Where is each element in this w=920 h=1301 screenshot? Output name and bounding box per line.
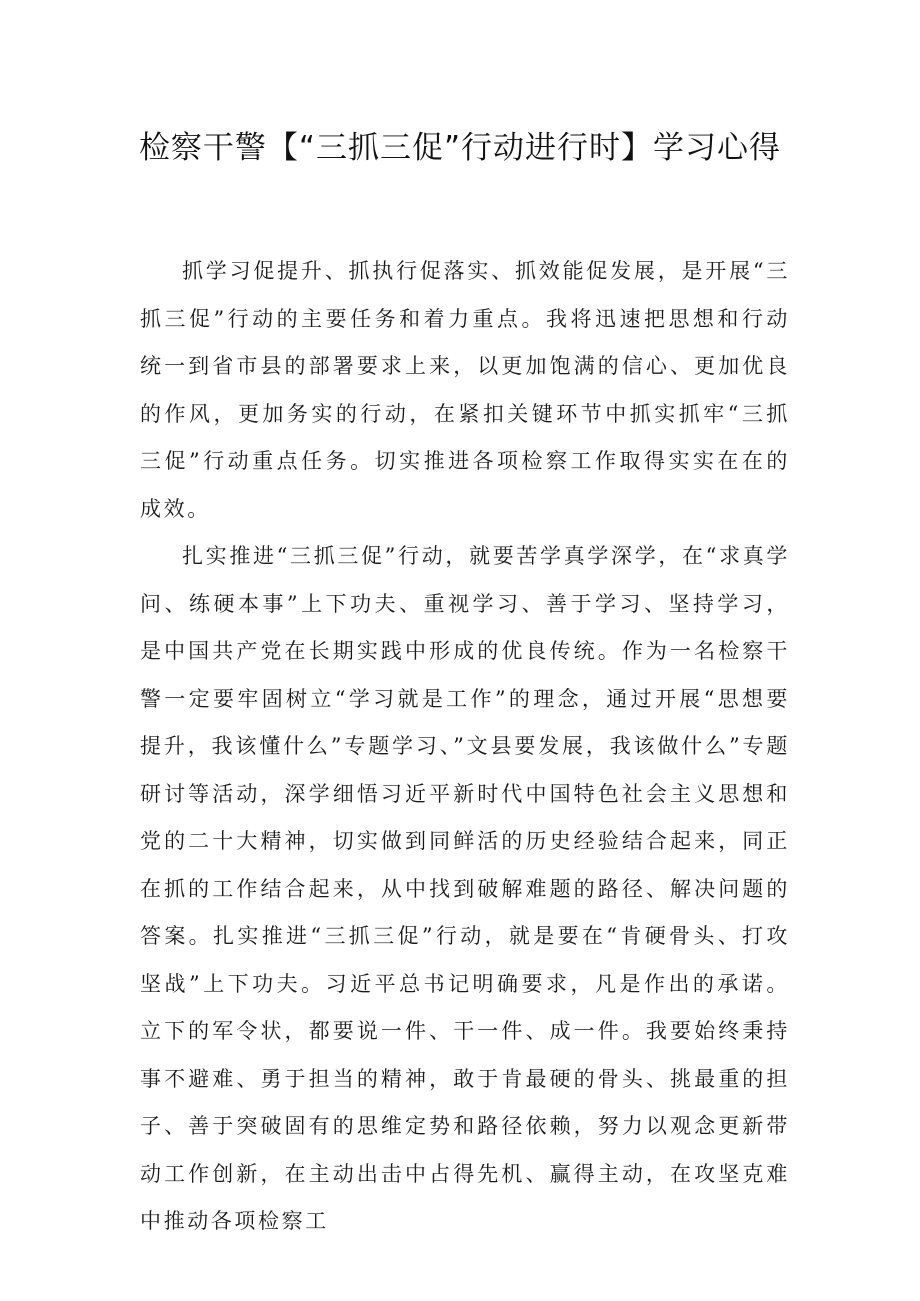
paragraph-1: 抓学习促提升、抓执行促落实、抓效能促发展，是开展“三抓三促”行动的主要任务和着力重点。我将迅速把思想和行动统一到省市县的部署要求上来，以更加饱满的信心、更加优良的作风，更加务实的行动，在紧扣关键环节中抓实抓牢“三抓三促”行动重点任务。切实推进各项检察工作取得实实在在的成效。 [140,259,790,521]
document-title: 检察干警【“三抓三促”行动进行时】学习心得 [138,130,782,166]
paragraph-2: 扎实推进“三抓三促”行动，就要苦学真学深学，在“求真学问、练硬本事”上下功夫、重视学习、善于学习、坚持学习，是中国共产党在长期实践中形成的优良传统。作为一名检察干警一定要牢固树立“学习就是工作”的理念，通过开展“思想要提升，我该懂什么”专题学习、”文县要发展，我该做什么”专题研讨等活动，深学细悟习近平新时代中国特色社会主义思想和党的二十大精神，切实做到同鲜活的历史经验结合起来，同正在抓的工作结合起来，从中找到破解难题的路径、解决问题的答案。扎实推进“三抓三促”行动，就是要在“肯硬骨头、打攻坚战”上下功夫。习近平总书记明确要求，凡是作出的承诺。立下的军令状，都要说一件、干一件、成一件。我要始终秉持事不避难、勇于担当的精神，敢于肯最硬的骨头、挑最重的担子、善于突破固有的思维定势和路径依赖，努力以观念更新带动工作创新，在主动出击中占得先机、赢得主动，在攻坚克难中推动各项检察工 [140,544,790,1233]
document-body [140,248,790,1246]
